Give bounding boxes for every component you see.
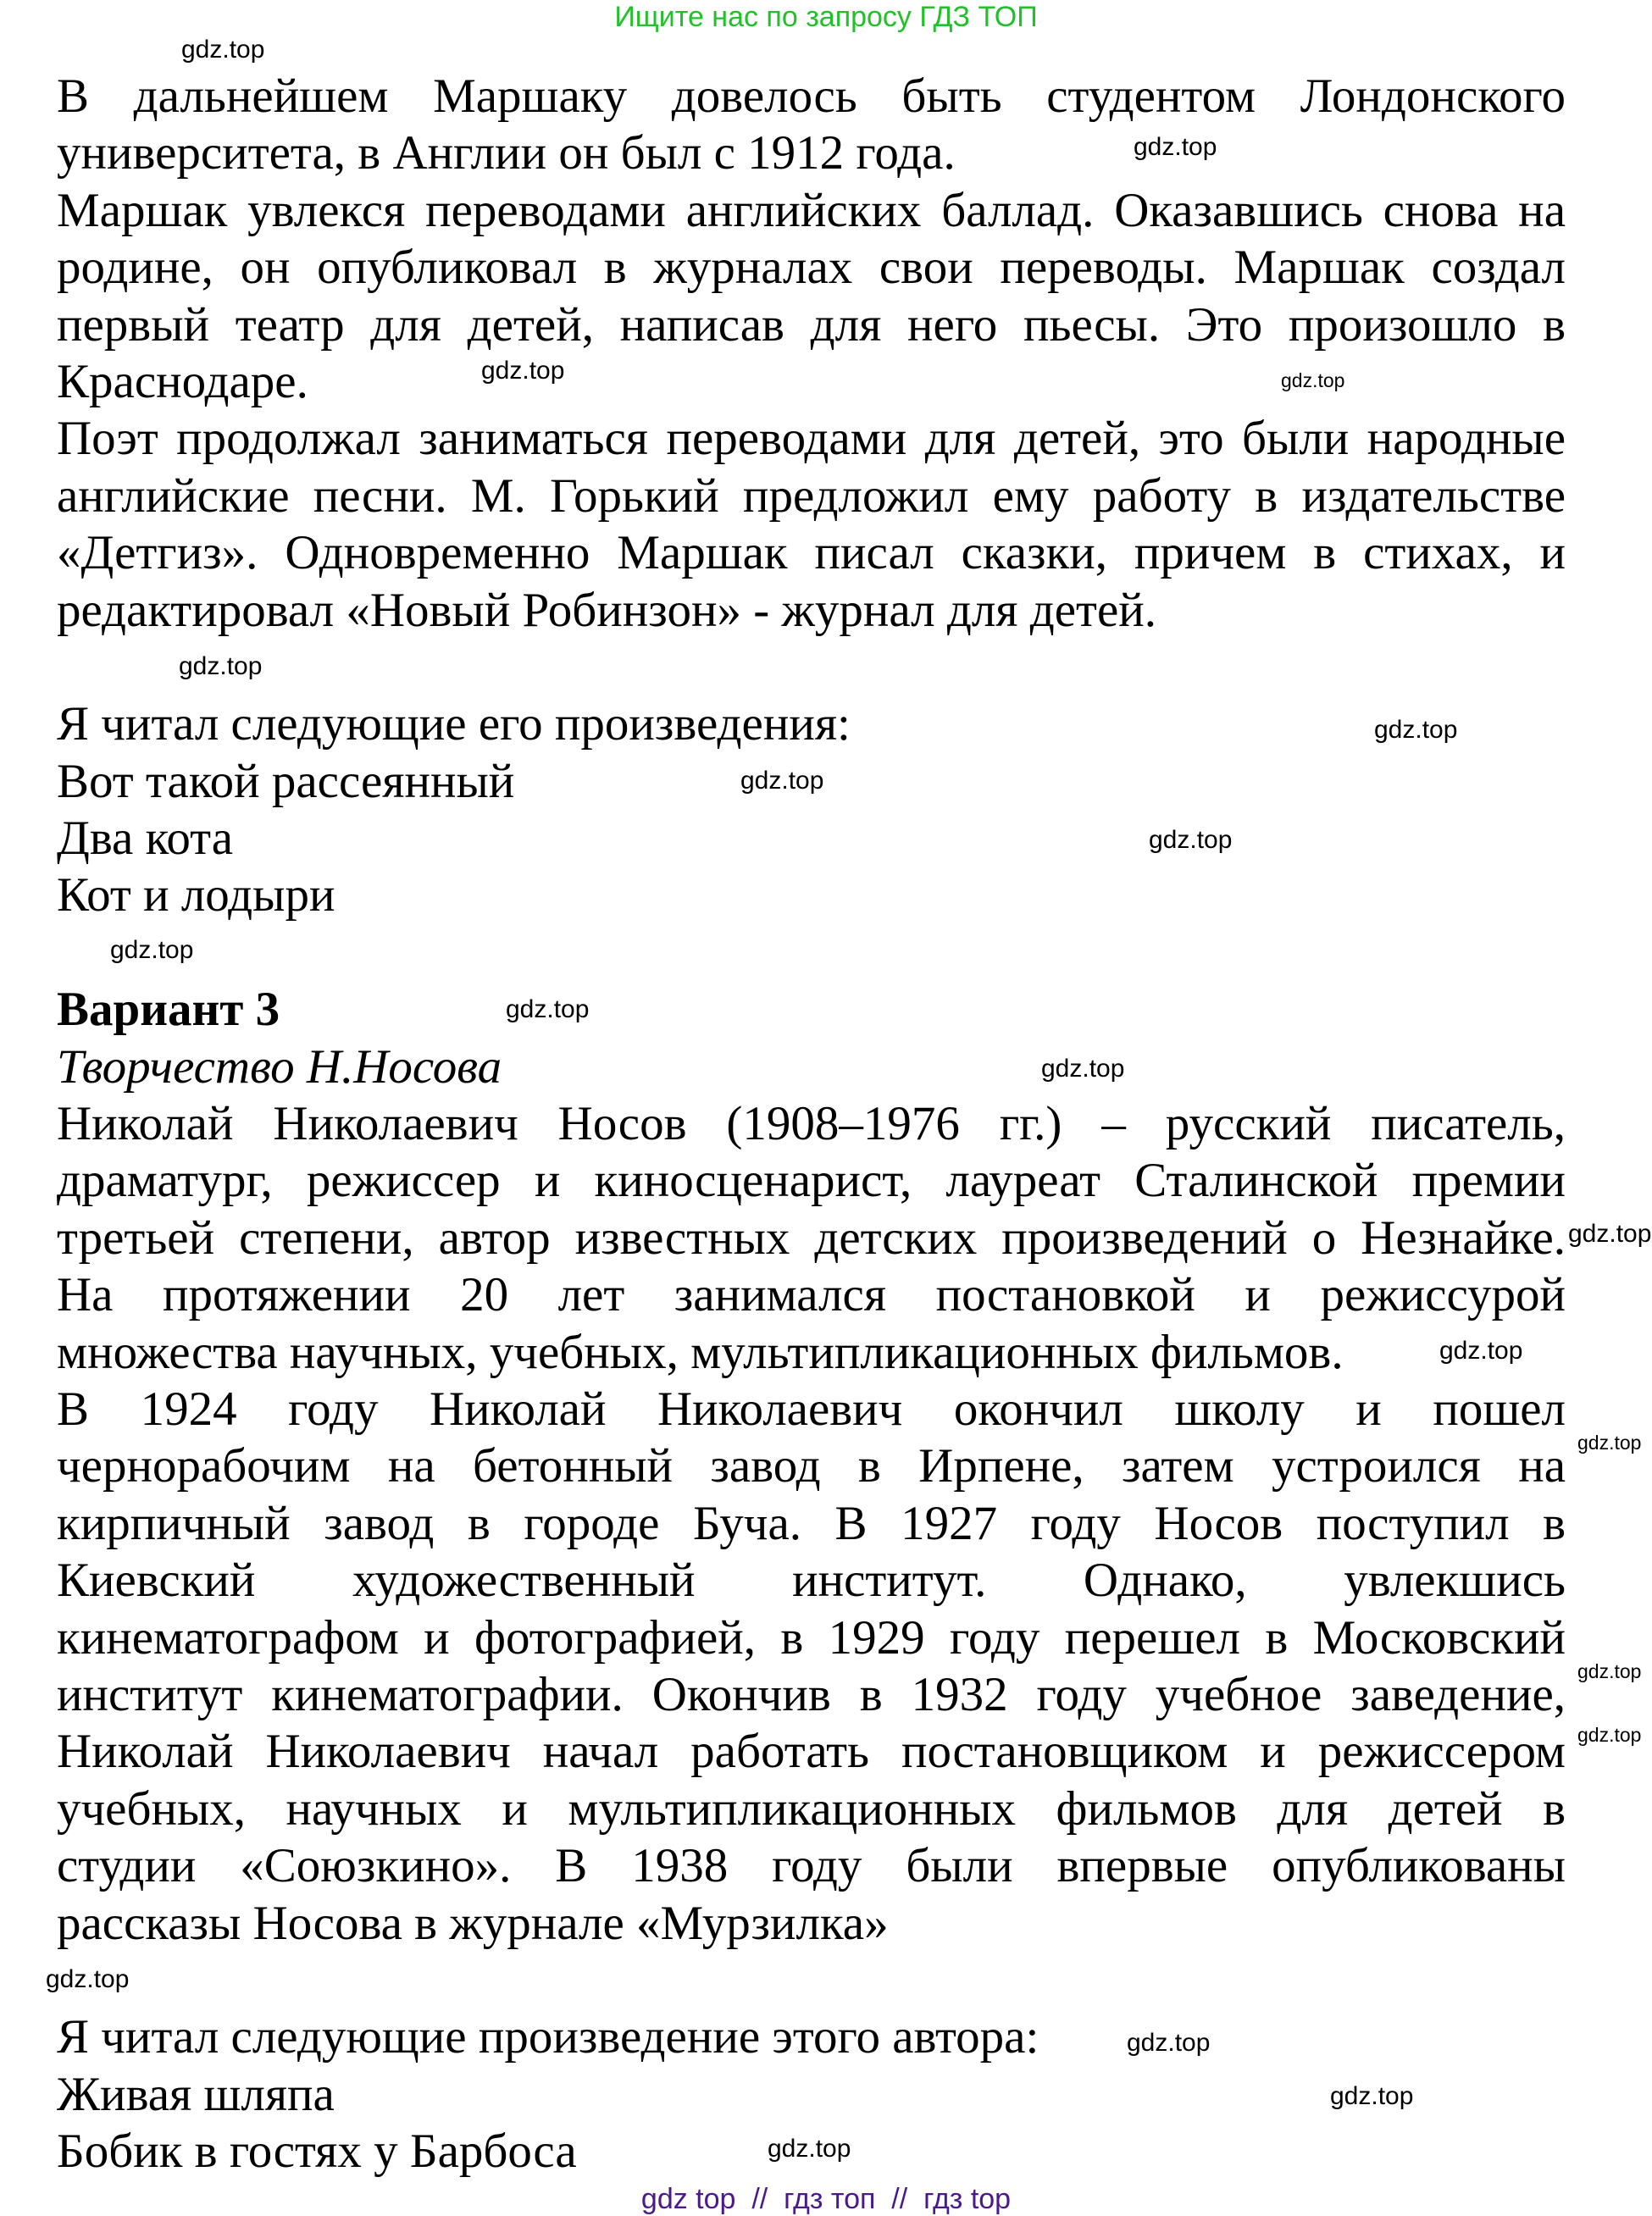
watermark: gdz.top	[1041, 1055, 1125, 1083]
watermark: gdz.top	[740, 767, 824, 795]
text-line: английские песни. М. Горький предложил ему работу в издательстве	[57, 468, 1566, 523]
text-line: чернорабочим на бетонный завод в Ирпене, затем устроился на	[57, 1439, 1566, 1493]
text-line: Поэт продолжал заниматься переводами для детей, это были народные	[57, 412, 1566, 466]
text-line: университета, в Англии он был с 1912 года.	[57, 126, 956, 180]
watermark: gdz.top	[1134, 133, 1217, 161]
watermark: gdz.top	[46, 1965, 130, 1993]
text-line: Вот такой рассеянный	[57, 754, 515, 808]
watermark: gdz.top	[481, 357, 565, 385]
text-line: рассказы Носова в журнале «Мурзилка»	[57, 1896, 889, 1950]
text-line: институт кинематографии. Окончив в 1932 году учебное заведение,	[57, 1667, 1566, 1721]
text-line: «Детгиз». Одновременно Маршак писал сказки, причем в стихах, и	[57, 526, 1566, 580]
text-line: Краснодаре.	[57, 354, 308, 408]
text-line: В дальнейшем Маршаку довелось быть студентом Лондонского	[57, 69, 1566, 123]
watermark: gdz.top	[1577, 1724, 1642, 1746]
text-line: драматург, режиссер и киносценарист, лауреат Сталинской премии	[57, 1154, 1566, 1208]
watermark: gdz.top	[1330, 2082, 1414, 2110]
text-line: студии «Союзкино». В 1938 году были впервые опубликованы	[57, 1839, 1566, 1893]
text-line: третьей степени, автор известных детских произведений о Незнайке.	[57, 1210, 1566, 1265]
text-line: первый театр для детей, написав для него пьесы. Это произошло в	[57, 297, 1566, 352]
section-heading: Вариант 3	[57, 983, 280, 1037]
text-line: Николай Николаевич начал работать постановщиком и режиссером	[57, 1725, 1566, 1779]
watermark: gdz.top	[506, 995, 590, 1023]
watermark: gdz.top	[1577, 1432, 1642, 1454]
watermark: gdz.top	[110, 936, 194, 964]
text-line: редактировал «Новый Робинзон» - журнал для детей.	[57, 583, 1157, 637]
search-hint-banner: Ищите нас по запросу ГДЗ ТОП	[614, 1, 1038, 33]
text-line: Я читал следующие произведение этого автора:	[57, 2010, 1039, 2064]
footer-banner: gdz top // гдз топ // гдз top	[640, 2183, 1012, 2215]
text-line: учебных, научных и мультипликационных фильмов для детей в	[57, 1781, 1566, 1836]
text-line: родине, он опубликовал в журналах свои переводы. Маршак создал	[57, 241, 1566, 295]
text-line: кинематографом и фотографией, в 1929 году перешел в Московский	[57, 1610, 1566, 1665]
watermark: gdz.top	[1439, 1337, 1523, 1365]
text-line: Бобик в гостях у Барбоса	[57, 2125, 577, 2179]
text-line: Маршак увлекся переводами английских баллад. Оказавшись снова на	[57, 183, 1566, 237]
text-line: Я читал следующие его произведения:	[57, 697, 851, 751]
text-line: кирпичный завод в городе Буча. В 1927 году Носов поступил в	[57, 1496, 1566, 1550]
text-line: Кот и лодыри	[57, 868, 335, 922]
text-line: В 1924 году Николай Николаевич окончил школу и пошел	[57, 1382, 1566, 1436]
watermark: gdz.top	[1374, 716, 1458, 744]
section-subtitle: Творчество Н.Носова	[57, 1039, 502, 1094]
text-line: На протяжении 20 лет занимался постановкой и режиссурой	[57, 1268, 1566, 1322]
text-line: Два кота	[57, 812, 234, 866]
watermark: gdz.top	[1127, 2029, 1211, 2057]
watermark: gdz.top	[1568, 1220, 1652, 1248]
text-line: Живая шляпа	[57, 2067, 335, 2121]
watermark: gdz.top	[1577, 1660, 1642, 1682]
text-line: множества научных, учебных, мультипликационных фильмов.	[57, 1325, 1344, 1379]
watermark: gdz.top	[768, 2135, 851, 2163]
watermark: gdz.top	[179, 652, 263, 680]
text-line: Киевский художественный институт. Однако, увлекшись	[57, 1554, 1566, 1608]
watermark: gdz.top	[1149, 826, 1233, 854]
watermark: gdz.top	[1281, 369, 1345, 391]
text-line: Николай Николаевич Носов (1908–1976 гг.) – русский писатель,	[57, 1097, 1566, 1151]
watermark: gdz.top	[181, 36, 265, 64]
